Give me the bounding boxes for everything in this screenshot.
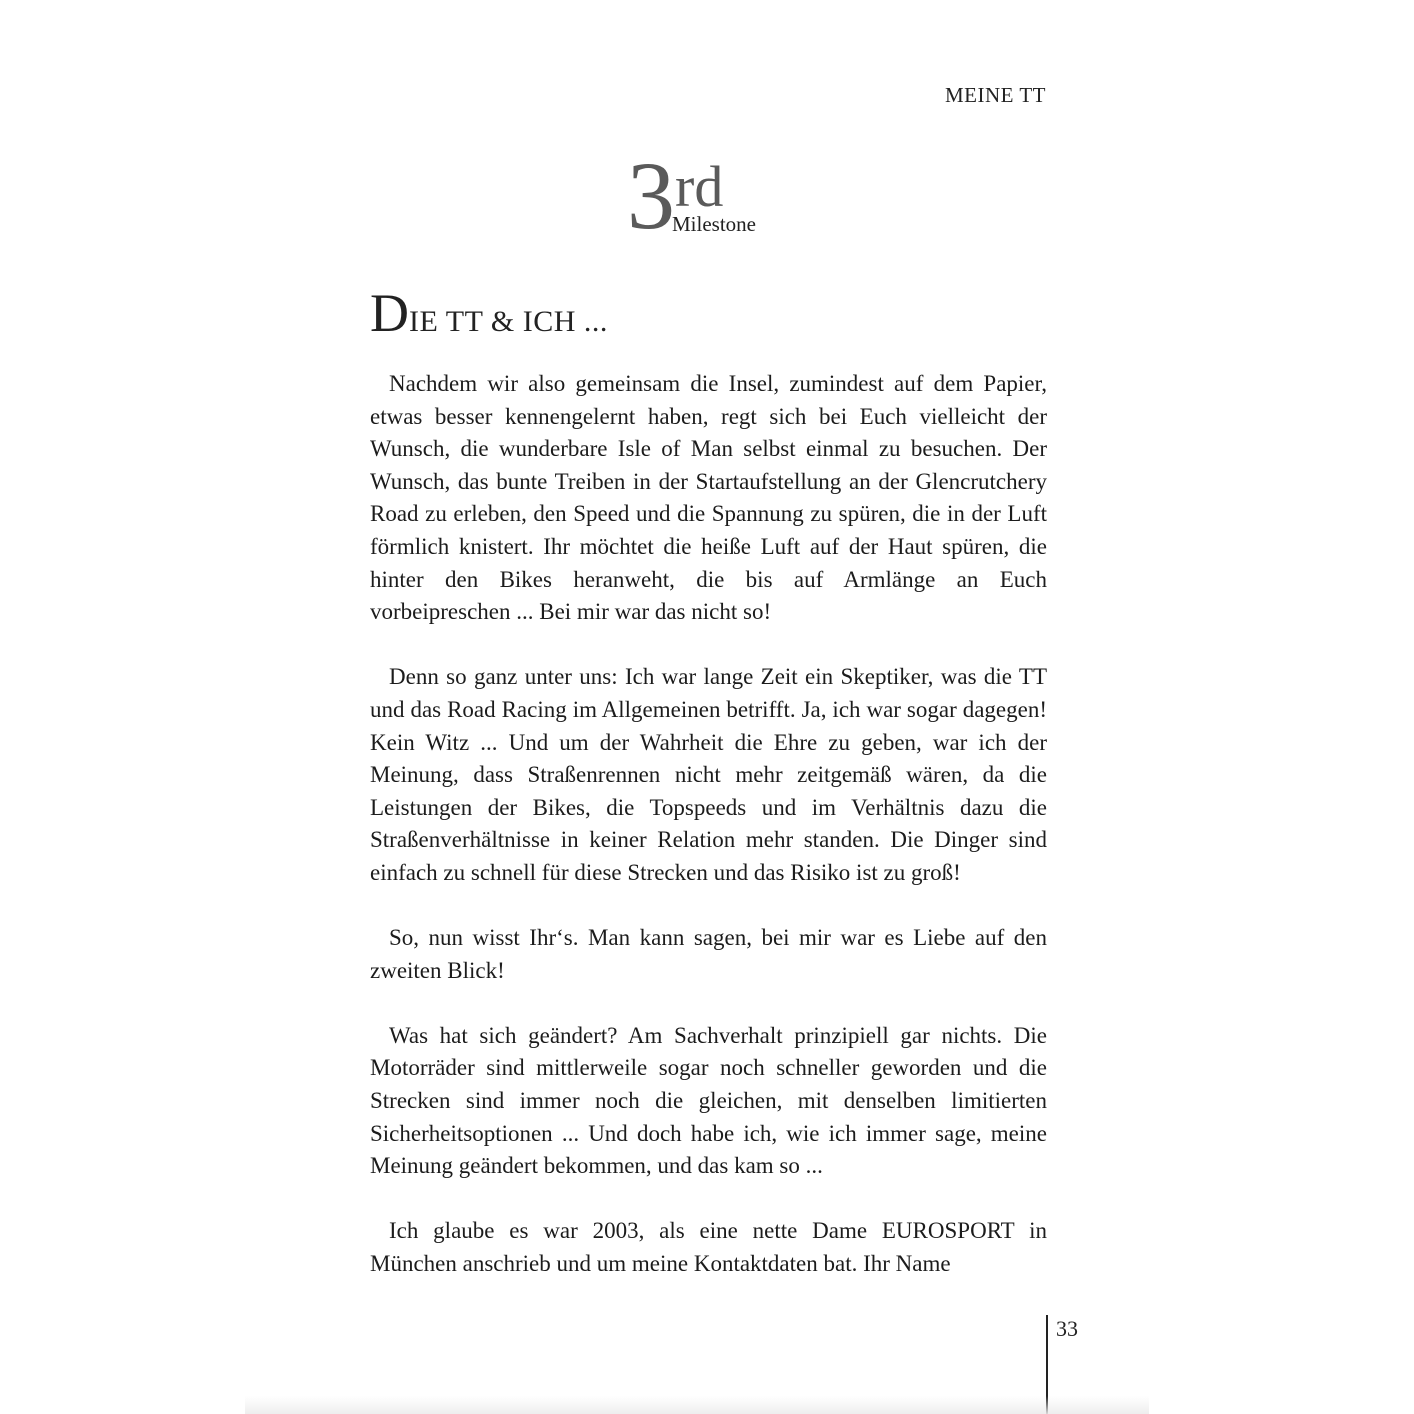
chapter-number: 3 (627, 142, 675, 249)
paragraph: So, nun wisst Ihr‘s. Man kann sagen, bei mir war es Liebe auf den zweiten Blick! (370, 925, 1047, 983)
paragraph: Nachdem wir also gemeinsam die Insel, zumindest auf dem Papier, etwas besser kennengelernt haben, regt sich bei Euch vielleicht der Wunsch, die wunderbare Isle of Man selbst einmal zu besuchen. Der Wunsch, das bunte Treiben in der Startaufstellung an der Glencrutchery Road zu erleben, den Speed und die Spannung zu spüren, die in der Luft förmlich knistert. Ihr möchtet die heiße Luft auf der Haut spüren, die hinter den Bikes heranweht, die bis auf Armlänge an Euch vorbeipreschen ... Bei mir war das nicht so! (370, 371, 1047, 625)
section-heading (370, 283, 608, 352)
chapter-label: Milestone (672, 212, 756, 236)
paragraph: Was hat sich geändert? Am Sachverhalt prinzipiell gar nichts. Die Motorräder sind mittlerweile sogar noch schneller geworden und die Strecken sind immer noch die gleichen, mit denselben limitierten Sicherheitsoptionen ... Und doch habe ich, wie ich immer sage, meine Meinung geändert bekommen, und das kam so ... (370, 1022, 1047, 1179)
body-text (370, 368, 1047, 1281)
chapter-mark (0, 142, 1414, 250)
chapter-number-suffix: rd (675, 154, 724, 219)
paragraph: Denn so ganz unter uns: Ich war lange Zeit ein Skeptiker, was die TT und das Road Racing im Allgemeinen betrifft. Ja, ich war sogar dagegen! Kein Witz ... Und um der Wahrheit die Ehre zu geben, war ich der Meinung, dass Straßenrennen nicht mehr zeitgemäß wären, da die Leistungen der Bikes, die Topspeeds und im Verhältnis dazu die Straßenverhältnisse in keiner Relation mehr standen. Die Dinger sind einfach zu schnell für diese Strecken und das Risiko ist zu groß! (370, 664, 1047, 885)
heading-rest: IE TT & ICH ... (409, 305, 608, 338)
page-number: 33 (1056, 1316, 1078, 1341)
page-shadow (245, 1396, 1149, 1414)
paragraph: Ich glaube es war 2003, als eine nette Dame EUROSPORT in München anschrieb und um meine Kontaktdaten bat. Ihr Name (370, 1218, 1047, 1277)
heading-initial: D (370, 283, 409, 343)
running-head: MEINE TT (944, 83, 1046, 107)
